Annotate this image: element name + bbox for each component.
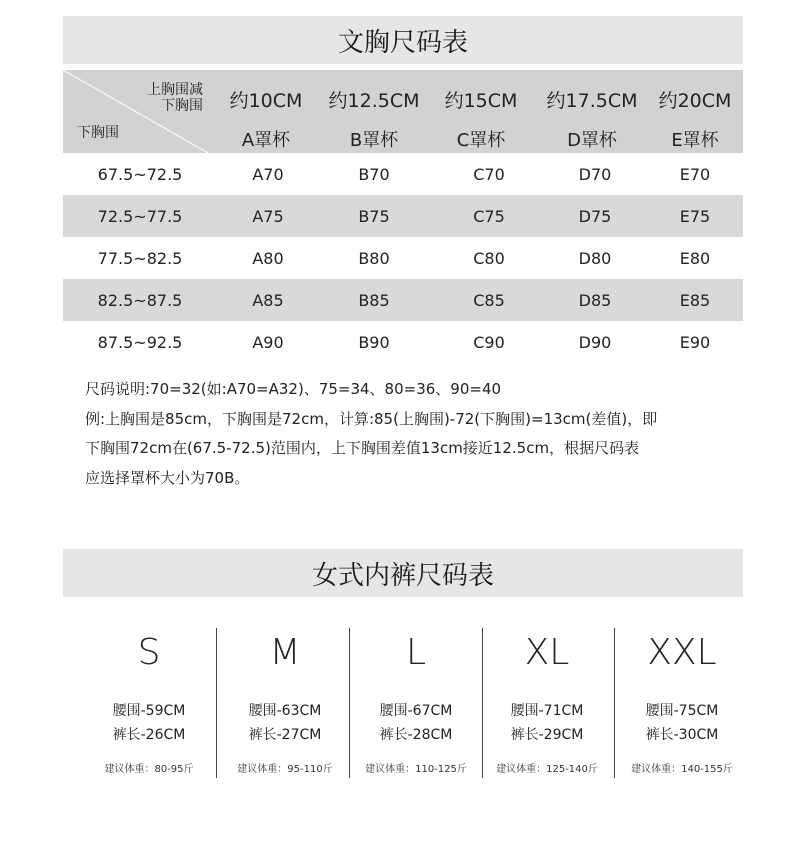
note-line: 应选择罩杯大小为70B。 bbox=[85, 468, 250, 487]
weight-recommendation: 建议体重：80-95斤 bbox=[104, 764, 194, 775]
underbust-range: 72.5~77.5 bbox=[97, 207, 183, 226]
size-cell: A90 bbox=[252, 333, 284, 352]
weight-recommendation: 建议体重：125-140斤 bbox=[496, 764, 598, 775]
table-row bbox=[63, 195, 743, 237]
length-value: 裤长-30CM bbox=[645, 727, 719, 743]
cup-label: D罩杯 bbox=[567, 130, 617, 151]
note-line: 下胸围72cm在(67.5-72.5)范围内，上下胸围差值13cm接近12.5cm，根据尺码表 bbox=[85, 439, 640, 457]
pants-size-grid bbox=[83, 628, 743, 778]
length-value: 裤长-29CM bbox=[510, 727, 584, 743]
column-divider bbox=[614, 628, 615, 778]
size-cell: B90 bbox=[358, 333, 390, 352]
size-column bbox=[350, 628, 482, 778]
weight-recommendation: 建议体重：110-125斤 bbox=[365, 764, 467, 775]
chest-difference: 约20CM bbox=[658, 90, 732, 112]
pants-chart-title: 女式内裤尺码表 bbox=[63, 549, 743, 597]
size-cell: D85 bbox=[578, 291, 612, 310]
underbust-range: 77.5~82.5 bbox=[97, 249, 183, 268]
corner-top-line1: 上胸围减 bbox=[147, 82, 203, 98]
underbust-range: 67.5~72.5 bbox=[97, 165, 183, 184]
size-cell: B80 bbox=[358, 249, 390, 268]
table-row bbox=[63, 237, 743, 279]
size-cell: C75 bbox=[473, 207, 505, 226]
table-row bbox=[63, 279, 743, 321]
length-value: 裤长-28CM bbox=[379, 727, 453, 743]
size-cell: E70 bbox=[679, 165, 711, 184]
size-cell: B75 bbox=[358, 207, 390, 226]
size-notes bbox=[85, 375, 657, 493]
corner-top-line2: 下胸围 bbox=[161, 98, 203, 114]
size-column bbox=[481, 628, 613, 778]
length-value: 裤长-26CM bbox=[112, 727, 186, 743]
waist-value: 腰围-67CM bbox=[379, 703, 453, 719]
waist-value: 腰围-63CM bbox=[248, 703, 322, 719]
size-column bbox=[219, 628, 351, 778]
size-cell: A85 bbox=[252, 291, 284, 310]
size-cell: D80 bbox=[578, 249, 612, 268]
cup-label: C罩杯 bbox=[456, 130, 506, 151]
size-cell: C85 bbox=[473, 291, 505, 310]
size-cell: A75 bbox=[252, 207, 284, 226]
size-cell: A80 bbox=[252, 249, 284, 268]
table-row bbox=[63, 321, 743, 363]
size-label: L bbox=[405, 632, 427, 673]
table-row bbox=[63, 153, 743, 195]
chest-difference: 约15CM bbox=[444, 90, 518, 112]
size-label: XL bbox=[524, 632, 570, 673]
chest-difference: 约10CM bbox=[229, 90, 303, 112]
size-cell: E90 bbox=[679, 333, 711, 352]
chest-difference: 约17.5CM bbox=[546, 90, 638, 112]
size-cell: B85 bbox=[358, 291, 390, 310]
cup-label: E罩杯 bbox=[671, 130, 719, 151]
size-cell: E85 bbox=[679, 291, 711, 310]
corner-header-bottom: 下胸围 bbox=[77, 125, 119, 141]
size-label: M bbox=[269, 632, 301, 673]
size-column bbox=[616, 628, 748, 778]
size-cell: C70 bbox=[473, 165, 505, 184]
size-cell: D75 bbox=[578, 207, 612, 226]
bra-chart-title: 文胸尺码表 bbox=[63, 16, 743, 64]
table-header-row bbox=[63, 70, 743, 153]
cup-label: B罩杯 bbox=[349, 130, 399, 151]
cup-label: A罩杯 bbox=[241, 130, 291, 151]
size-cell: D70 bbox=[578, 165, 612, 184]
size-cell: A70 bbox=[252, 165, 284, 184]
underbust-range: 87.5~92.5 bbox=[97, 333, 183, 352]
chest-difference: 约12.5CM bbox=[328, 90, 420, 112]
waist-value: 腰围-75CM bbox=[645, 703, 719, 719]
waist-value: 腰围-71CM bbox=[510, 703, 584, 719]
size-cell: E75 bbox=[679, 207, 711, 226]
size-cell: B70 bbox=[358, 165, 390, 184]
bra-size-table bbox=[63, 70, 743, 363]
size-column bbox=[83, 628, 215, 778]
underbust-range: 82.5~87.5 bbox=[97, 291, 183, 310]
size-cell: C80 bbox=[473, 249, 505, 268]
weight-recommendation: 建议体重：95-110斤 bbox=[237, 764, 333, 775]
weight-recommendation: 建议体重：140-155斤 bbox=[631, 764, 733, 775]
size-cell: E80 bbox=[679, 249, 711, 268]
size-cell: C90 bbox=[473, 333, 505, 352]
note-line: 尺码说明:70=32(如:A70=A32)、75=34、80=36、90=40 bbox=[85, 380, 502, 398]
size-cell: D90 bbox=[578, 333, 612, 352]
waist-value: 腰围-59CM bbox=[112, 703, 186, 719]
size-label: S bbox=[137, 632, 161, 673]
column-divider bbox=[216, 628, 217, 778]
length-value: 裤长-27CM bbox=[248, 727, 322, 743]
corner-header-top bbox=[139, 82, 203, 114]
size-label: XXL bbox=[647, 632, 717, 673]
note-line: 例:上胸围是85cm，下胸围是72cm，计算:85(上胸围)-72(下胸围)=13cm(差值)，即 bbox=[85, 409, 658, 428]
